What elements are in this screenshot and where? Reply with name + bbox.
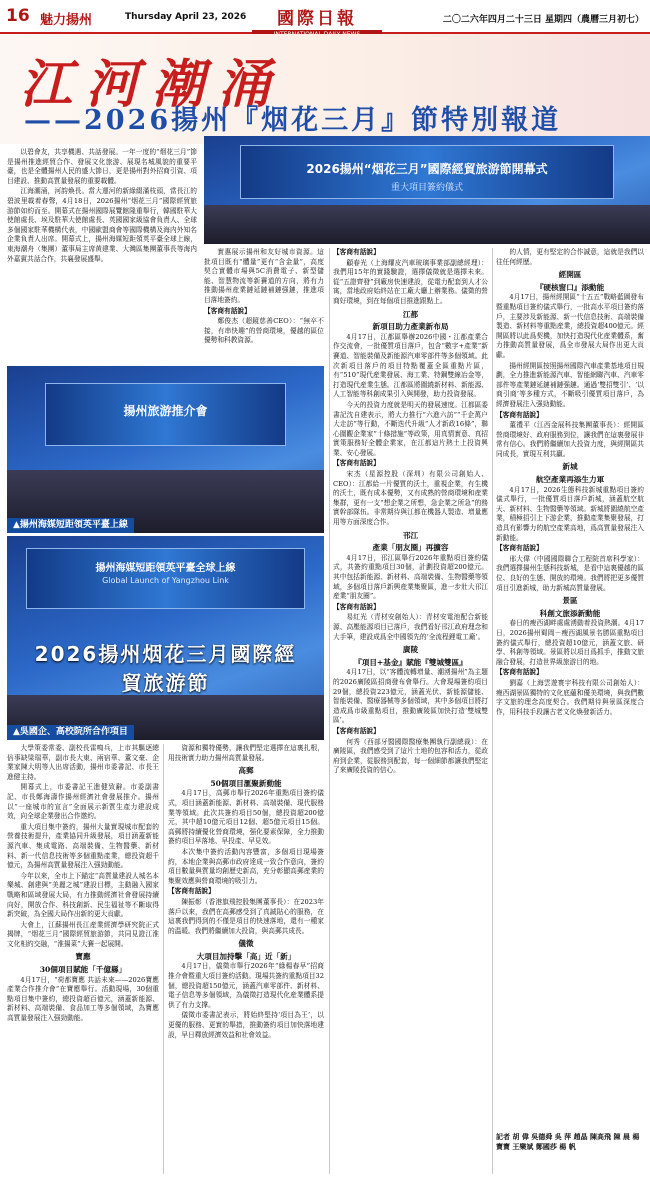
paragraph: 今年以來，全市上下錨定“高質量建設人城名本樂城、創建與“美麗之城”建設目標，主動融入國家戰略和區域發展大局，有力推動經濟社會發展持續向好，開放合作、科技創新、民生福祉等不斷取得新突破，為全國大局作出新的更大貢獻。 bbox=[7, 871, 159, 919]
quote-heading: 【客商有話說】 bbox=[496, 668, 543, 677]
subsection-heading: 邗江 bbox=[402, 530, 419, 540]
photo-screen-text: 揚州旅游推介會 bbox=[123, 403, 208, 418]
subsection-subheading: 50個項目滙聚新動能 bbox=[210, 778, 282, 788]
quote-heading: 【客商有話說】 bbox=[496, 544, 543, 553]
paragraph: 重大項目集中簽約，揚州大量實現城市配套的營養技術提升，產業協同升級發展，項目涵蓋新能源汽車、集成電路、高端裝備、生物醫藥、新材料、新一代信息技術等多個重點產業，總投資超千億元，為揚州高質量發展注入强勁動能。 bbox=[7, 822, 159, 870]
subsection-heading: 廣陵 bbox=[402, 645, 419, 655]
subsection-subheading: 航空產業再添生力軍 bbox=[535, 475, 605, 485]
paragraph: 4月17日，2026生態科技新城重點項目簽約儀式舉行，一批優質項目落戶新城，涵蓋航空航天、新材料、生物醫藥等領域。新城將圍繞航空產業，積極招引上下游企業，推動產業集聚發展，打造具有影響力的航空產業高地，爲高質量發展注入新動能。 bbox=[496, 485, 644, 542]
paragraph: 資源和獨特優勢，讓我們堅定選擇在這裏扎根，用技術實力助力揚州高質量發展。 bbox=[168, 744, 324, 762]
paragraph: 邢大偉（中國國際聯合工程院首席科學家）：我們選擇揚州生態科技新城，是看中這裏優越的區位、良好的生態、開放的環境。我們將把更多優質項目引進新城，助力新城高質量發展。 bbox=[496, 554, 644, 592]
date-english: Thursday April 23, 2026 bbox=[125, 12, 247, 22]
column-divider bbox=[492, 248, 493, 1174]
quote-heading: 【客商有話說】 bbox=[333, 459, 380, 468]
quote-heading: 【客商有話說】 bbox=[333, 248, 380, 256]
paragraph: 春日的瘦西湖畔處處湧動着投資熱潮。4月17日，2026揚州蜀岡－瘦西湖風景名勝區重點項目簽約儀式舉行，總投資超10億元，涵蓋文旅、研學、科創等領域。景區將以項目爲抓手，推動文旅融合發展，打造世界級旅游目的地。 bbox=[496, 619, 644, 666]
event-slogan: 2026揚州烟花三月國際經貿旅游節 bbox=[34, 642, 297, 695]
column-divider bbox=[329, 248, 330, 1174]
paragraph: 易紅光（青材安創始人）：青材安電池配合新能源、高壓能源項目已落戶，我們看好邗江政府理念和大手筆，建設成爲全中國領先的‘全流程鋰電工廠’。 bbox=[333, 613, 488, 641]
subsection-heading: 景區 bbox=[562, 596, 578, 606]
article-column-2-bottom bbox=[168, 744, 324, 1176]
paragraph: 儀徵市委書記表示，將始終堅持‘項目為王’，以更優的服務、更實的舉措，推動簽約項目加快落地建設，早日釋放經濟效益和社會效益。 bbox=[168, 1011, 324, 1039]
headline: 江河潮涌 bbox=[20, 54, 285, 115]
quote-heading: 【客商有話說】 bbox=[204, 306, 251, 315]
subsection-subheading: 『項目+基金』賦能『雙城雙區』 bbox=[354, 657, 467, 667]
date-chinese: 二〇二六年四月二十三日 星期四（農曆三月初七） bbox=[442, 15, 644, 25]
opening-ceremony-photo bbox=[204, 136, 650, 244]
column-divider bbox=[163, 744, 164, 1174]
paragraph: 的人情，更有堅定的合作誠意，這就是我們以往任何經歷。 bbox=[496, 248, 644, 266]
paragraph: 4月17日，“荷都寶應 共話未來——2026寶應產業合作推介會”在寶應舉行。活動現場，30個重點項目集中簽約，總投資超百億元，涵蓋新能源、新材料、高端裝備、食品加工等多個領域，為寶應高質量發展注入强勁動能。 bbox=[7, 975, 159, 1023]
subsection-subheading: 新項目助力產業新布局 bbox=[372, 322, 449, 332]
photo-screen-text-en: Global Launch of Yangzhou Link bbox=[102, 576, 229, 586]
article-column-2-top bbox=[204, 248, 324, 358]
paragraph: 實惠展示揚州和友好城市資源。這批項目既有“體量”更有“含金量”，高度契合實體市場與5C消費電子、新型儲能、智慧物流等新賽道的方向，將有力推動揚州産業鏈延鏈補鏈强鏈，推進項目落地簽約。 bbox=[204, 248, 324, 304]
paragraph: 4月17日，江都區舉辦2026中國・江都產業合作交流會，一批優質項目落戶，包含“數字+產業”新賽道、智能裝備及新能源汽車零部件等多個領域。此次新項目落戶的項目特點覆蓋全區重點片區，有“510”現代産業發展、海工業、特鋼雙線冶金等，打造現代産業生態。江都區將圍繞新材料、新能源、人工智能等科創成果引入與開發，助力投資發展。 bbox=[333, 332, 488, 399]
platform-launch-photo bbox=[7, 536, 324, 740]
paragraph: 4月17日，邗江區舉行2026年重點項目簽約儀式，共簽約重點項目30個，計劃投資超200億元。其中包括新能源、新材料、高端裝備、生物醫藥等領域，多個項目落戶新興産業集聚區，進一步壯大邗江産業“朋友圈”。 bbox=[333, 553, 488, 601]
paragraph: 以碧會友，共享機遇、共話發展。一年一度的“烟花三月”節是揚州推進經貿合作、發展文化旅游、展現名城風貌的重要平臺，也是全體揚州人民的盛大節日，更是揚州對外招商引資、項目建設、推動高質量發展的重要載體。 bbox=[7, 148, 197, 185]
subsection-subheading: 大項目加持擊「高」近「新」 bbox=[196, 951, 296, 961]
subsection-heading: 江都 bbox=[402, 309, 419, 319]
paragraph: 顧春光（上海耀皮汽車玻璃事業部副總經理）：我們用15年的實踐驗證，選擇儀徵就是選擇未來。從“五證齊發”到廠房快速建設，從電力配套到人才公寓，當地政府始終站在工廠大廳上辦業務。儀徵的營商好環境，到在每個項目推進跟點上。 bbox=[333, 258, 488, 305]
paragraph: 4月17日，高郵市舉行2026年重點項目簽約儀式，項目涵蓋新能源、新材料、高端裝備、現代服務業等領域。此次共簽約項目50個，總投資超200億元，其中超10億元項目12個、超5億元項目15個。高郵將持續優化營商環境，强化要素保障，全力推動簽約項目早落地、早投產、早見效。 bbox=[168, 789, 324, 846]
paragraph: 劉嘉（上海雲遊寰宇科技有限公司創始人）：瘦西湖景區獨特的文化底蘊和優美環境，與我們數字文旅的理念高度契合。我們期待與景區深度合作，用科技手段讓古老文化煥發新活力。 bbox=[496, 678, 644, 716]
photo-caption: ▲吳國企、高校院所合作項目 bbox=[7, 725, 134, 740]
subsection-heading: 新城 bbox=[562, 462, 578, 472]
paragraph: 江海潮涌，河韵煥長。當大運河的新綠綴滿枝頭，當長江的碧波里載着春聲，4月18日，2026揚州“烟花三月”國際經貿旅游節如約而至。開幕式在揚州國際展覽館隆重舉行，韓國駐華大使館處長、埃及駐華大使館處長、英國國家級協會負責人、全球多個國家駐華機構代表，中國歐盟商會等國際機構及海内外知名企業負責人出席。開幕式上，揚州海媒短距領英平臺全球上線，東海潮舟（集團）董事局主席黄建業、大灣區集團董事長等海内外嘉賓共話合作，共襄發展盛舉。 bbox=[7, 187, 197, 263]
subsection-heading: 寶應 bbox=[75, 952, 91, 962]
paragraph: 開幕式上，市委書記王進健致辭。市委副書記、市長鄭海濤作揚州經濟社會發展推介。揚州以“一座城市的宣言”全面展示新質生產力建設成效，向全球企業發出合作邀約。 bbox=[7, 783, 159, 821]
stage-screen-title: 2026揚州“烟花三月”國際經貿旅游節開幕式 bbox=[306, 161, 548, 176]
section-title: 魅力揚州 bbox=[40, 13, 93, 28]
quote-heading: 【客商有話說】 bbox=[168, 887, 215, 896]
paragraph: 4月17日，揚州經開區“十五五”戰略藍圖發布暨重點項目簽約儀式舉行，一批高水平項目簽約落戶，主要涉及新能源、新一代信息技術、高端裝備製造、新材料等重點産業，總投資超400億元。經開區將以此爲契機，加快打造現代化産業體系，奮力推動高質量發展，爲全市發展大局作出更大貢獻。 bbox=[496, 293, 644, 359]
stage-screen-subtitle: 重大項目簽約儀式 bbox=[390, 182, 463, 193]
paragraph: 今天的投資力度就是明天的發展速度。江都區委書記沈自建表示，將大力推行“六進六訪”“千企萬户大走訪”等行動，不斷迭代升級“人才新政16條”，聯心圍觀企業家“十條措施”等政策，用真情實意、真招實策服務好全體企業家，在江都這片熱土上投資興業、安心發展。 bbox=[333, 400, 488, 457]
quote-heading: 【客商有話說】 bbox=[496, 410, 543, 419]
article-column-3 bbox=[333, 248, 488, 1176]
investment-event-photo bbox=[7, 366, 324, 533]
subsection-heading: 高郵 bbox=[238, 766, 254, 776]
paragraph: 大會上，江蘇揚州長江産業經濟學研究院正式揭牌，“烟花三月”國際經貿旅游節，共同見證江淮文化相約交融，“淮揚菜”大賽一起展開。 bbox=[7, 920, 159, 948]
subsection-subheading: 30個項目賦能「千億縣」 bbox=[39, 965, 127, 975]
subsection-heading: 經開區 bbox=[558, 270, 582, 280]
subsection-subheading: 產業「朋友圈」再擴容 bbox=[372, 543, 449, 553]
article-column-1-bottom bbox=[7, 744, 159, 1176]
page-number: 16 bbox=[6, 6, 30, 26]
quote-heading: 【客商有話說】 bbox=[333, 602, 380, 611]
article-column-1-top bbox=[7, 148, 197, 378]
paragraph: 陳振彰（香港旗飛控股集團董事長）：在2023年落戶以來，我們在高郵感受到了真誠貼心的服務，在這裏我們得到的不僅是項目的快速落地，還有一種家的温暖。我們將繼續加大投資，與高郵共成長。 bbox=[168, 897, 324, 935]
reporter-credits: 記者 胡 偉 吳德舜 吳 萍 趙晶 陳高飛 陳 晨 楊寶寶 王樂斌 鄭國莎 楊 帆 bbox=[496, 1133, 640, 1151]
article-column-4 bbox=[496, 248, 644, 1128]
subsection-subheading: 『硬核窗口』添動能 bbox=[535, 282, 605, 292]
paragraph: 揚州經開區按照揚州國際汽車產業基地項目規劃，全力推進新能源汽車、智能網聯汽車、汽車零部件等產業鏈延鏈補鏈强鏈。通過‘雙招雙引’、‘以商引商’等多種方式，不斷吸引優質項目落戶，為經濟發展注入强勁動能。 bbox=[496, 361, 644, 408]
paragraph: 鄭俊杰（超鏡慈善CEO）：“無卒不接，有串快趣”的營商環境，優越的區位優勢和科教資源。 bbox=[204, 317, 324, 345]
photo-caption: ▲揚州海媒短距領英平臺上線 bbox=[7, 518, 134, 533]
paragraph: 董禮平（江西金展科技集團董事長）：經開區營商環境好、政府服務到位，讓我們在這裏發展非常有信心。我們將繼續加大投資力度，與經開區共同成長，實現互利共贏。 bbox=[496, 421, 644, 458]
paragraph: 4月17日，儀徵市舉行2026年“綠楊春早”招商推介會暨重大項目簽約活動。現場共簽約重點項目32個，總投資超150億元，涵蓋汽車零部件、新材料、電子信息等多個領域，為儀徵打造現代化産業體系提供了有力支撑。 bbox=[168, 962, 324, 1009]
paragraph: 宋杰（星源控股（深圳）有限公司創始人、CEO）：江都給一片優質的沃土，重視企業，有生機的沃土，既有成本優勢，又有成熟的營商環境和産業集群，更有一支“想企業之所想，急企業之所急”的務實幹部隊伍。非常期待與江都在機器人製造、增量應用等方面深度合作。 bbox=[333, 470, 488, 527]
logo-chinese: 國際日報 bbox=[277, 9, 357, 29]
subsection-heading: 儀徵 bbox=[238, 939, 254, 949]
subheadline: ——2026揚州『烟花三月』節特別報道 bbox=[24, 105, 562, 136]
subsection-subheading: 科創文旅添新動能 bbox=[539, 608, 601, 618]
photo-screen-text: 揚州海媒短距領英平臺全球上線 bbox=[95, 563, 236, 575]
paragraph: 大學策委常委、副校長雷鳴兵，上市其驅逐總倍事缺梁瑞華，副市長大東、兩宿華、董文豪、企業家陳大明等人出席活動，揚州市委書記、市長王進健主持。 bbox=[7, 744, 159, 781]
quote-heading: 【客商有話說】 bbox=[333, 726, 380, 735]
paragraph: 4月17日，以“客體流轉增量、潮湧揚州”為主題的2026廣陵區招商發布會舉行。大會現場簽約項目29個，總投資223億元，涵蓋光伏、新能源儲能、智能裝備、醫療器械等多個領域，其中多個項目將打造成爲市級重點項目，推動廣陵區加快打造‘雙城雙區’。 bbox=[333, 668, 488, 725]
paragraph: 本次集中簽約活動內容豐富，多個項目現場簽約，本地企業與高郵市政府達成一致合作意向，簽約項目數量與質量均創歷史新高，充分彰顯高郵産業的集聚效應與營商環境的吸引力。 bbox=[168, 847, 324, 885]
paragraph: 何秀（西部牙醫國際醫療集團執行副總裁）：在廣陵區，我們感受到了這片土地的包容和活力，從政府到企業，從服務到配套，每一個細節都讓我們堅定了來廣陵投資的信心。 bbox=[333, 737, 488, 775]
